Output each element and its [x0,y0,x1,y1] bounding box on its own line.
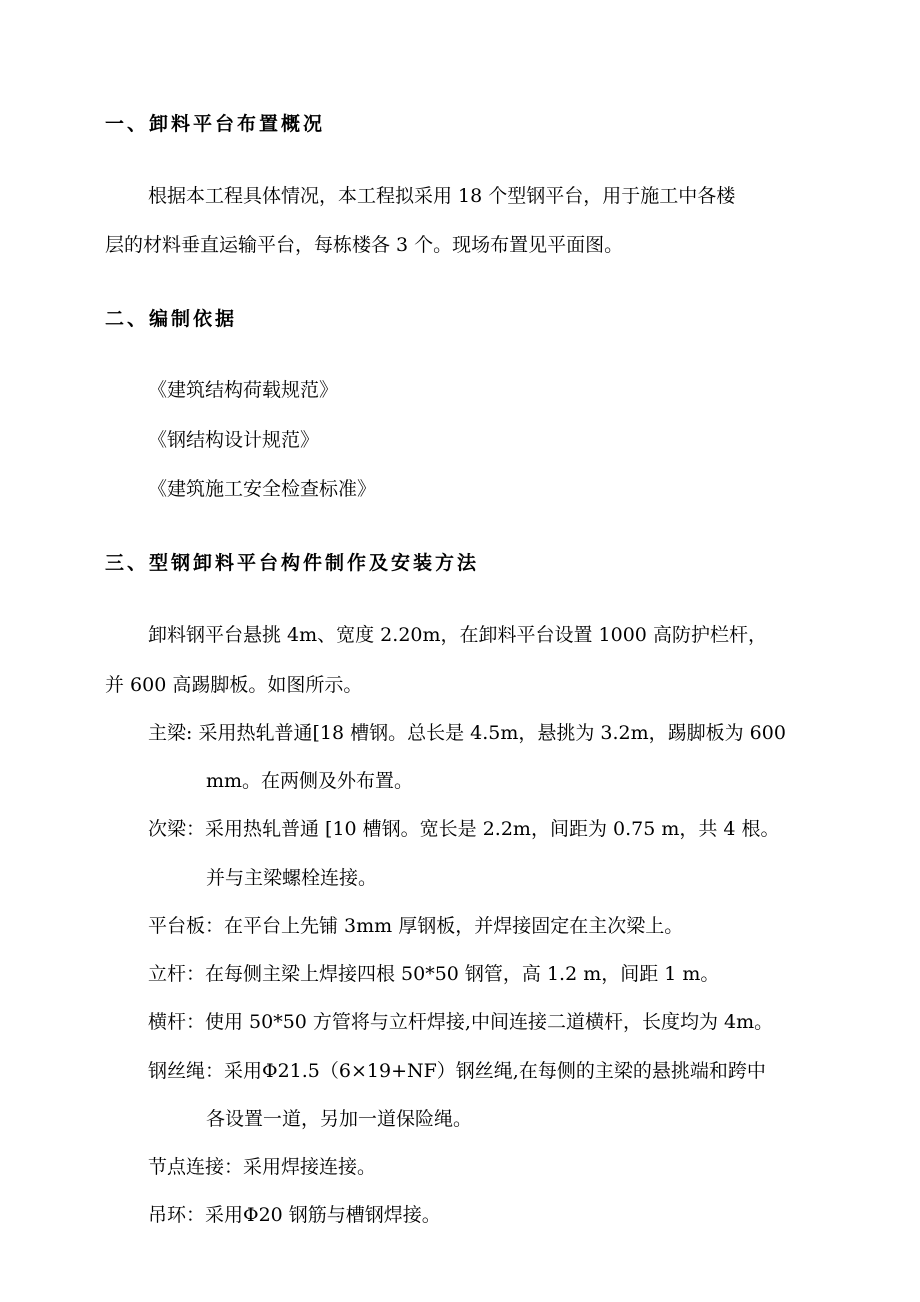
wire-rope-item: 钢丝绳：采用Φ21.5（6×19+NF）钢丝绳,在每侧的主梁的悬挑端和跨中 [148,1060,766,1082]
secondary-beam-item-continuation: 并与主梁螺栓连接。 [206,867,378,889]
section-3-heading: 三、型钢卸料平台构件制作及安装方法 [105,552,480,574]
node-connection-item: 节点连接：采用焊接连接。 [148,1156,377,1178]
secondary-beam-item: 次梁：采用热轧普通 [10 槽钢。宽长是 2.2m，间距为 0.75 m，共 4 根。 [148,818,780,840]
main-beam-item: 主梁: 采用热轧普通[18 槽钢。总长是 4.5m，悬挑为 3.2m，踢脚板为 600 [148,722,786,744]
wire-rope-item-continuation: 各设置一道，另加一道保险绳。 [206,1108,473,1130]
section-2-heading: 二、编制依据 [105,308,238,330]
section-1-paragraph-line-2: 层的材料垂直运输平台，每栋楼各 3 个。现场布置见平面图。 [105,234,624,256]
platform-plate-item: 平台板：在平台上先铺 3mm 厚钢板，并焊接固定在主次梁上。 [148,915,684,937]
section-3-intro-line-1: 卸料钢平台悬挑 4m、宽度 2.20m，在卸料平台设置 1000 高防护栏杆， [148,624,767,646]
section-1-paragraph-line-1: 根据本工程具体情况，本工程拟采用 18 个型钢平台，用于施工中各楼 [148,185,736,207]
upright-pole-item: 立杆：在每侧主梁上焊接四根 50*50 钢管，高 1.2 m，间距 1 m。 [148,963,720,985]
reference-item: 《钢结构设计规范》 [148,429,320,451]
lifting-ring-item: 吊环：采用Φ20 钢筋与槽钢焊接。 [148,1204,441,1226]
main-beam-item-continuation: mm。在两侧及外布置。 [206,770,414,792]
reference-item: 《建筑施工安全检查标准》 [148,478,377,500]
crossbar-item: 横杆：使用 50*50 方管将与立杆焊接,中间连接二道横杆，长度均为 4m。 [148,1011,774,1033]
section-1-heading: 一、卸料平台布置概况 [105,113,326,135]
reference-item: 《建筑结构荷载规范》 [148,379,339,401]
section-3-intro-line-2: 并 600 高踢脚板。如图所示。 [105,674,363,696]
